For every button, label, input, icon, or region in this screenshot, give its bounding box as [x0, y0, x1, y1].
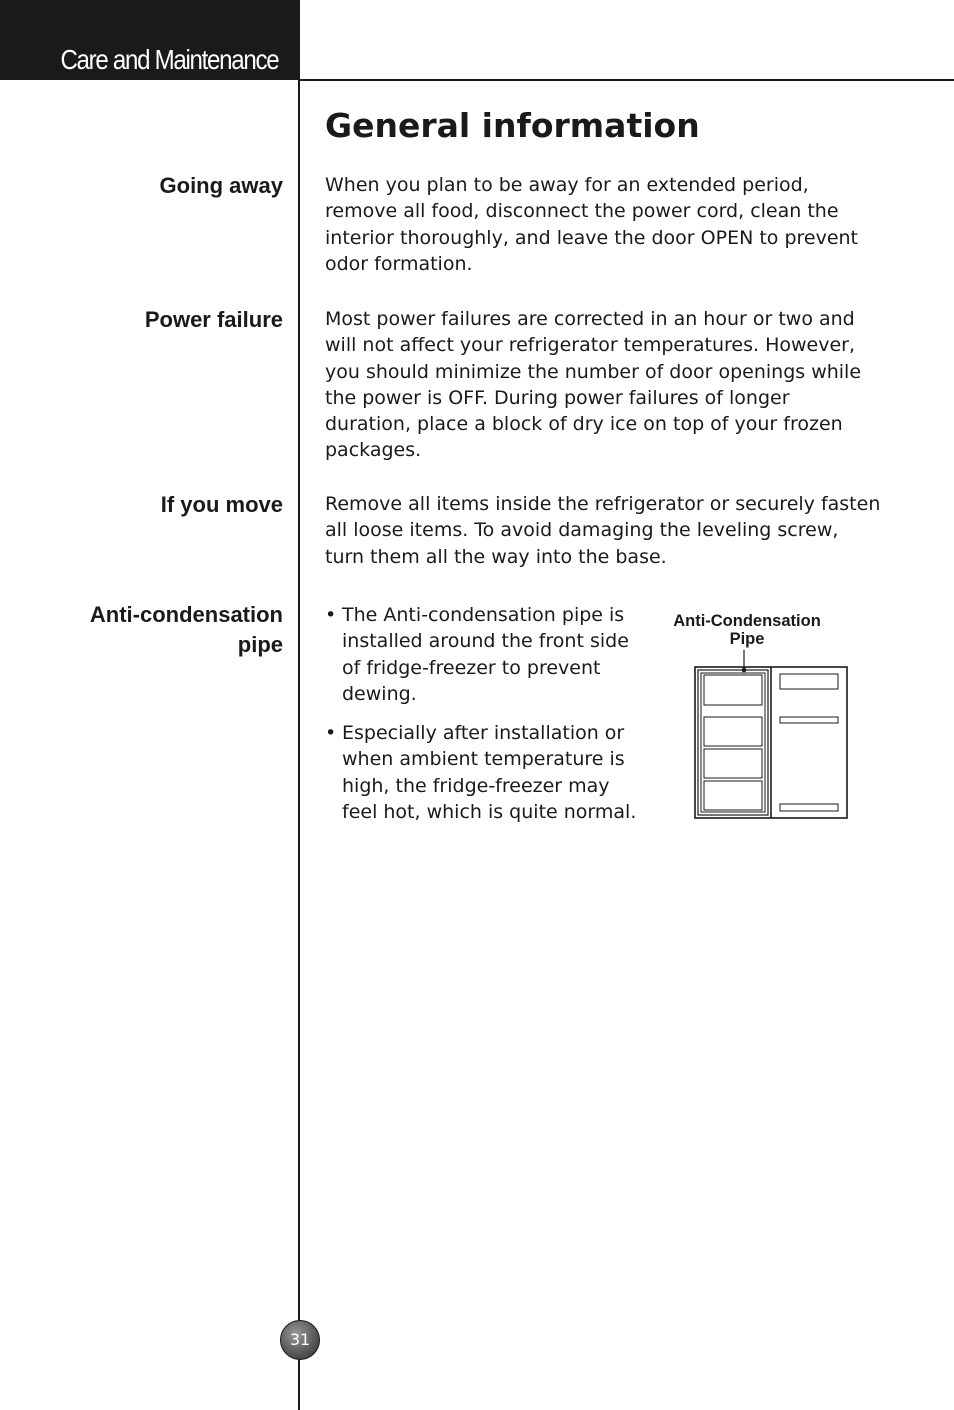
text-line: you should minimize the number of door openings while [325, 360, 862, 383]
bullet-item [325, 602, 655, 707]
section-label-going-away [3, 171, 283, 201]
text-line: When you plan to be away for an extended period, [325, 174, 809, 196]
section-label-if-you-move [3, 490, 283, 520]
section-text-if-you-move [325, 491, 885, 570]
text-line: installed around the front side [342, 630, 629, 653]
anti-condensation-bullets [325, 602, 655, 838]
header-rule [300, 79, 954, 81]
text-line: The Anti-condensation pipe is [342, 604, 625, 626]
text-line: packages. [325, 439, 422, 462]
figure-label-line: Anti-Condensation [673, 612, 821, 630]
text-line: Remove all items inside the refrigerator or securely fasten [325, 493, 881, 515]
column-divider [298, 80, 300, 1410]
section-label-line: Power failure [144, 307, 283, 332]
freezer-inner-frame [701, 673, 765, 812]
fridge-shelf [780, 674, 838, 689]
section-text-power-failure [325, 306, 885, 464]
section-label-line: pipe [237, 632, 283, 657]
text-line: of fridge-freezer to prevent [342, 656, 601, 679]
section-label-anti-condensation [3, 600, 283, 660]
text-line: odor formation. [325, 252, 473, 275]
section-text-going-away [325, 172, 885, 277]
section-header-tab [0, 0, 300, 80]
freezer-drawer [704, 675, 762, 705]
text-line: high, the fridge-freezer may [342, 774, 610, 797]
text-line: Most power failures are corrected in an hour or two and [325, 308, 855, 330]
section-label-power-failure [3, 305, 283, 335]
freezer-drawer [704, 749, 762, 778]
text-line: Especially after installation or [342, 722, 625, 745]
text-line: remove all food, disconnect the power cord, clean the [325, 200, 839, 223]
fridge-shelf [780, 804, 838, 811]
section-label-line: Going away [159, 173, 283, 198]
bullet-item [325, 720, 655, 825]
text-line: dewing. [342, 682, 417, 705]
text-line: turn them all the way into the base. [325, 545, 667, 568]
anti-condensation-pipe-frame [698, 670, 768, 815]
page-number-badge: 31 [280, 1320, 320, 1360]
figure-label-line: Pipe [729, 630, 765, 648]
freezer-drawer [704, 781, 762, 810]
text-line: the power is OFF. During power failures of longer [325, 386, 790, 409]
figure-label [650, 612, 844, 648]
text-line: will not affect your refrigerator temperatures. However, [325, 334, 856, 357]
bullet-dot: • [325, 722, 337, 745]
page-title: General information [325, 106, 700, 145]
text-line: all loose items. To avoid damaging the leveling screw, [325, 519, 839, 542]
section-title: Care and Maintenance [60, 44, 278, 75]
fridge-diagram [690, 650, 854, 824]
text-line: feel hot, which is quite normal. [342, 801, 637, 824]
section-label-line: If you move [160, 492, 283, 517]
bullet-dot: • [325, 604, 337, 626]
section-label-line: Anti-condensation [89, 602, 283, 627]
fridge-shelf [780, 717, 838, 723]
freezer-drawer [704, 717, 762, 746]
text-line: duration, place a block of dry ice on top of your frozen [325, 413, 843, 436]
text-line: when ambient temperature is [342, 748, 625, 771]
text-line: interior thoroughly, and leave the door OPEN to prevent [325, 226, 859, 249]
